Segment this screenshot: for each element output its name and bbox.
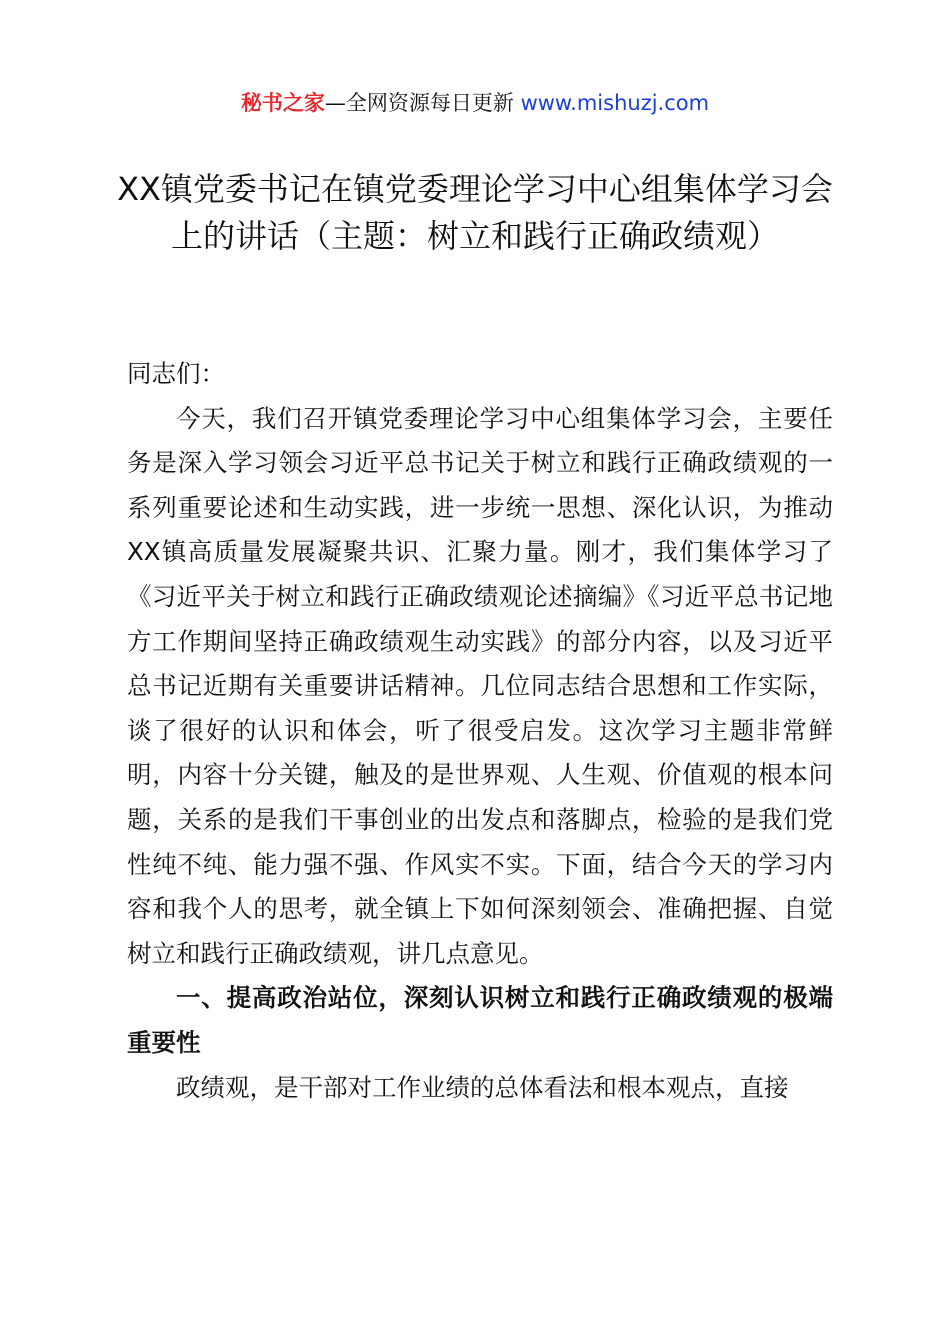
body-paragraph: 政绩观，是干部对工作业绩的总体看法和根本观点，直接	[176, 1072, 789, 1102]
section-heading: 一、提高政治站位，深刻认识树立和践行正确政绩观的极端重要性	[127, 983, 833, 1057]
document-title: XX镇党委书记在镇党委理论学习中心组集体学习会上的讲话（主题：树立和践行正确政绩观）	[117, 170, 833, 255]
site-url-link[interactable]: www.mishuzj.com	[520, 91, 710, 115]
brand-name: 秘书之家	[240, 91, 325, 115]
document-body	[127, 352, 833, 1110]
salutation: 同志们：	[127, 359, 225, 388]
site-header	[0, 86, 950, 120]
header-slogan: —全网资源每日更新	[324, 91, 521, 115]
body-paragraph: 今天，我们召开镇党委理论学习中心组集体学习会，主要任务是深入学习领会习近平总书记关于树立和践行正确政绩观的一系列重要论述和生动实践，进一步统一思想、深化认识，为推动XX镇高质量发展凝聚共识、汇聚力量。刚才，我们集体学习了《习近平关于树立和践行正确政绩观论述摘编》《习近平总书记地方工作期间坚持正确政绩观生动实践》的部分内容，以及习近平总书记近期有关重要讲话精神。几位同志结合思想和工作实际，谈了很好的认识和体会，听了很受启发。这次学习主题非常鲜明，内容十分关键，触及的是世界观、人生观、价值观的根本问题，关系的是我们干事创业的出发点和落脚点，检验的是我们党性纯不纯、能力强不强、作风实不实。下面，结合今天的学习内容和我个人的思考，就全镇上下如何深刻领会、准确把握、自觉树立和践行正确政绩观，讲几点意见。	[127, 403, 833, 968]
